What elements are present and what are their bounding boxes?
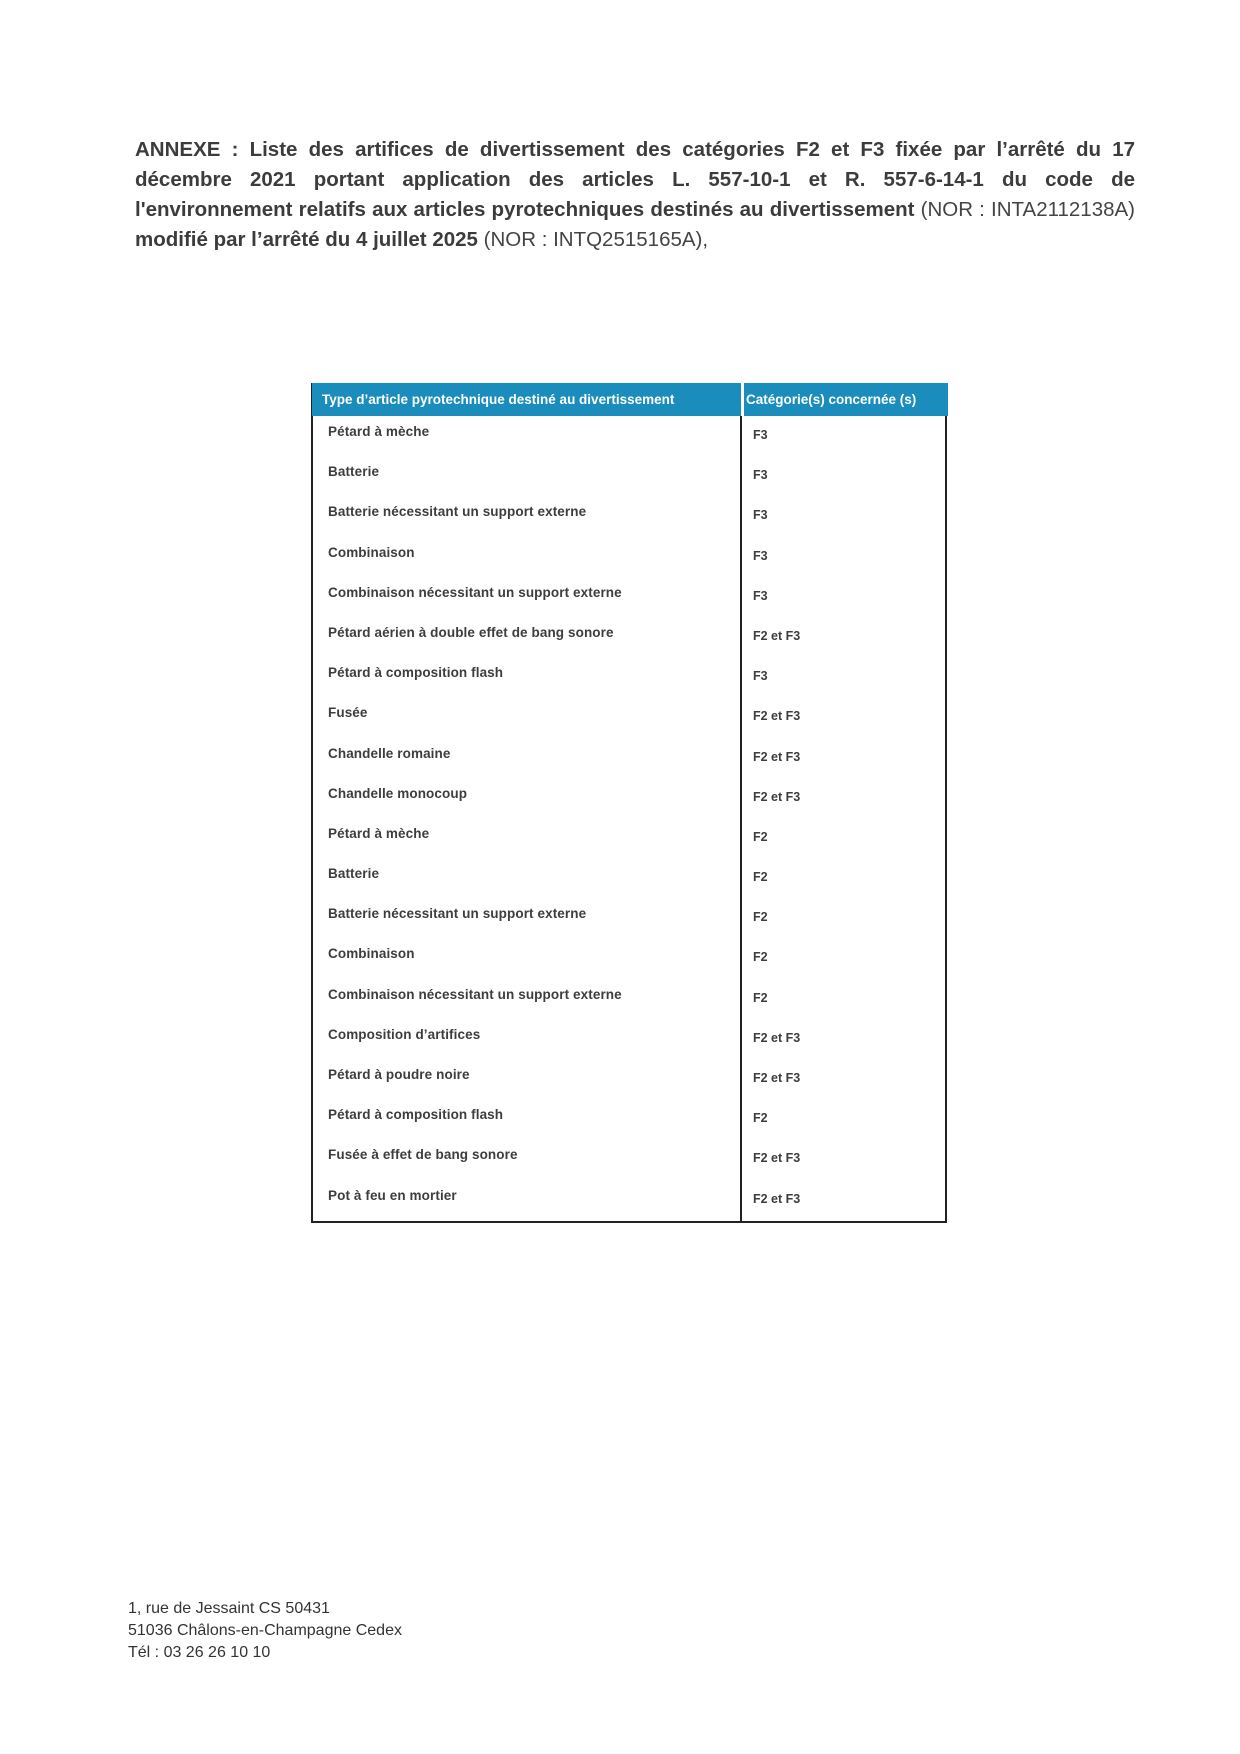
annex-title-text: Liste des artifices de divertissement des catégories F2 et F3 fixée par l’arrêté du 17 décembre 2021 portant application des articles L. 557-10-1 et R. 557-6-14-1 du code de l'environnement relatifs aux articles pyrotechniques destinés au divertissement	[135, 138, 1135, 221]
annex-intro	[135, 135, 1135, 255]
cell-type: Batterie	[328, 866, 380, 882]
table-row	[313, 858, 945, 898]
cell-type: Batterie nécessitant un support externe	[328, 906, 587, 922]
cell-type: Combinaison nécessitant un support externe	[328, 986, 622, 1002]
annex-label: ANNEXE :	[135, 138, 239, 161]
cell-category: F2	[753, 910, 768, 925]
cell-category: F2	[753, 870, 768, 885]
table-row	[313, 617, 945, 657]
header-type: Type d’article pyrotechnique destiné au divertissement	[322, 392, 675, 407]
table-row	[313, 738, 945, 778]
table-header	[312, 383, 948, 416]
cell-type: Combinaison	[328, 946, 415, 962]
nor-reference-2: (NOR : INTQ2515165A),	[483, 228, 709, 251]
cell-category: F2	[753, 829, 768, 844]
cell-category: F2	[753, 1111, 768, 1126]
cell-type: Chandelle monocoup	[328, 785, 468, 801]
cell-category: F2 et F3	[753, 1030, 801, 1045]
cell-type: Pétard à composition flash	[328, 665, 504, 681]
table-row	[313, 416, 945, 456]
table-row	[313, 657, 945, 697]
cell-type: Pétard à mèche	[328, 424, 430, 439]
address-city: 51036 Châlons-en-Champagne Cedex	[128, 1622, 402, 1639]
cell-category: F2 et F3	[753, 1191, 801, 1206]
table-row	[313, 1099, 945, 1139]
cell-category: F2	[753, 950, 768, 965]
cell-type: Pétard à composition flash	[328, 1107, 504, 1123]
cell-type: Pétard à mèche	[328, 825, 430, 841]
fireworks-table	[311, 383, 947, 1223]
cell-category: F2 et F3	[753, 1071, 801, 1085]
address-phone: Tél : 03 26 26 10 10	[128, 1644, 271, 1661]
cell-category: F3	[753, 669, 768, 684]
table-row	[313, 697, 945, 737]
table-row	[313, 496, 945, 536]
cell-category: F3	[753, 468, 768, 483]
table-row	[313, 778, 945, 818]
table-row	[313, 456, 945, 496]
cell-category: F2 et F3	[753, 749, 801, 764]
address-street: 1, rue de Jessaint CS 50431	[128, 1600, 330, 1617]
table-body	[313, 416, 945, 1220]
cell-category: F3	[753, 588, 768, 603]
table-row	[313, 577, 945, 617]
cell-category: F3	[753, 508, 768, 523]
cell-type: Batterie nécessitant un support externe	[328, 504, 587, 520]
cell-category: F3	[753, 428, 768, 442]
cell-type: Composition d’artifices	[328, 1026, 481, 1042]
cell-type: Chandelle romaine	[328, 745, 451, 761]
table-row	[313, 1019, 945, 1059]
table-row	[313, 1059, 945, 1099]
table-row	[313, 1139, 945, 1179]
table-row	[313, 537, 945, 577]
cell-type: Pétard à poudre noire	[328, 1067, 470, 1082]
table-row	[313, 818, 945, 858]
cell-type: Fusée à effet de bang sonore	[328, 1147, 518, 1163]
cell-type: Pot à feu en mortier	[328, 1187, 457, 1203]
header-category: Catégorie(s) concernée (s)	[746, 392, 917, 407]
cell-type: Pétard aérien à double effet de bang sonore	[328, 624, 614, 640]
table-row	[313, 979, 945, 1019]
cell-type: Batterie	[328, 464, 380, 480]
nor-reference-1: (NOR : INTA2112138A)	[920, 198, 1135, 221]
cell-category: F2 et F3	[753, 789, 801, 804]
cell-type: Fusée	[328, 705, 368, 721]
table-row	[313, 1180, 945, 1220]
cell-category: F2 et F3	[753, 709, 801, 724]
cell-type: Combinaison	[328, 544, 415, 560]
footer-address	[128, 1598, 402, 1664]
cell-category: F3	[753, 548, 768, 563]
cell-type: Combinaison nécessitant un support externe	[328, 584, 622, 600]
cell-category: F2	[753, 990, 768, 1005]
table-row	[313, 938, 945, 978]
cell-category: F2 et F3	[753, 628, 801, 643]
table-row	[313, 898, 945, 938]
cell-category: F2 et F3	[753, 1151, 801, 1166]
modified-by-text: modifié par l’arrêté du 4 juillet 2025	[135, 228, 484, 251]
